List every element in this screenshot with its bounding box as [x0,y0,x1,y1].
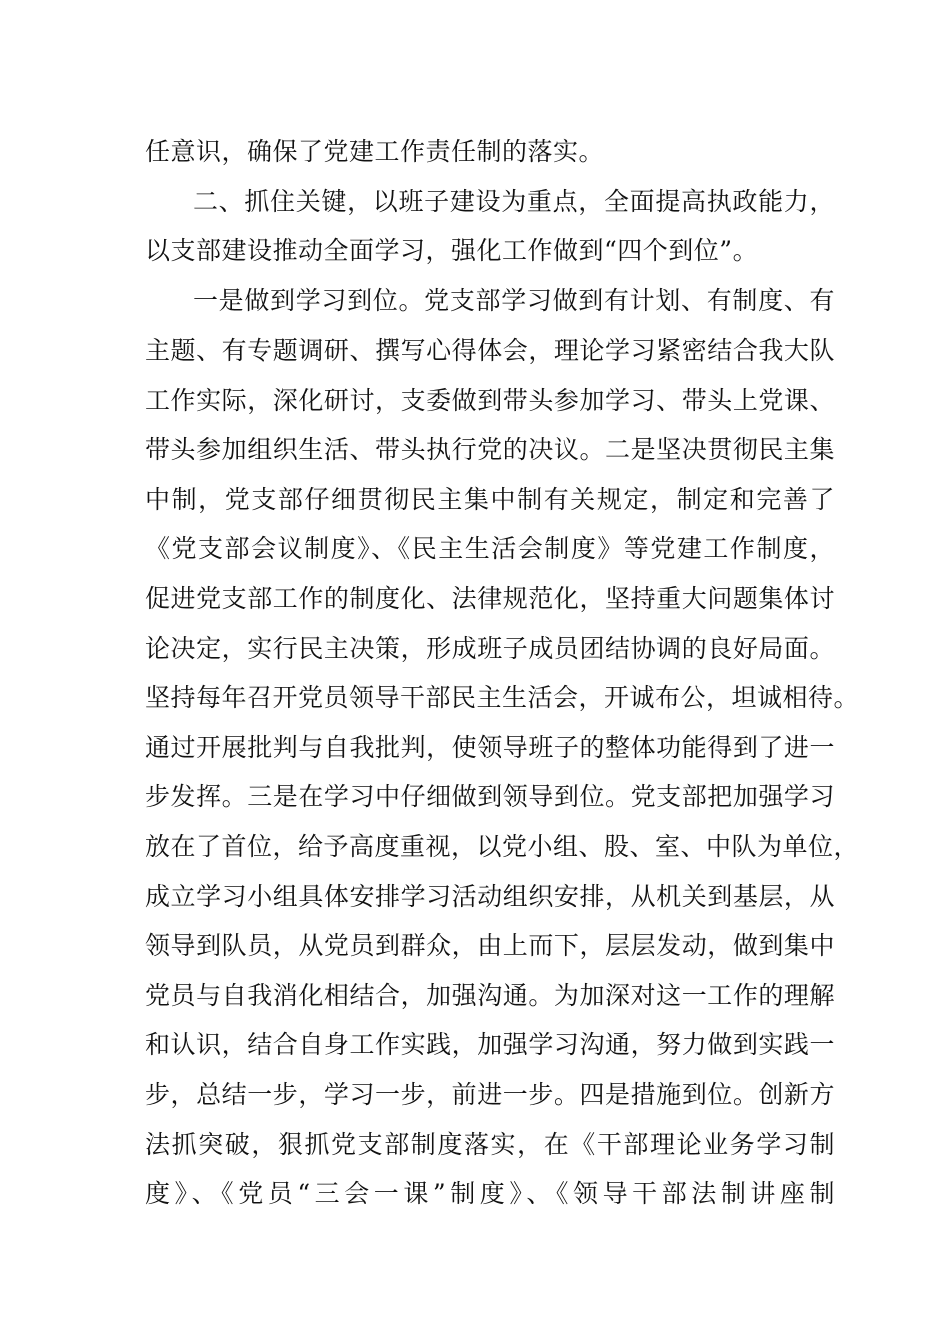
text-line-21: 法抓突破，狠抓党支部制度落实，在《干部理论业务学习制 [145,1130,835,1159]
text-line-20: 步，总结一步，学习一步，前进一步。四是措施到位。创新方 [145,1080,835,1109]
text-line-6: 工作实际，深化研讨，支委做到带头参加学习、带头上党课、 [145,386,835,415]
text-line-2: 二、抓住关键，以班子建设为重点，全面提高执政能力， [193,187,835,216]
text-line-18: 党员与自我消化相结合，加强沟通。为加深对这一工作的理解 [145,981,835,1010]
text-line-13: 通过开展批判与自我批判，使领导班子的整体功能得到了进一 [145,733,835,762]
text-line-19: 和认识，结合自身工作实践，加强学习沟通，努力做到实践一 [145,1030,835,1059]
text-line-9: 《党支部会议制度》、《民主生活会制度》等党建工作制度， [145,534,835,563]
text-line-1: 任意识，确保了党建工作责任制的落实。 [145,137,605,166]
text-line-7: 带头参加组织生活、带头执行党的决议。二是坚决贯彻民主集 [145,435,835,464]
text-line-17: 领导到队员，从党员到群众，由上而下，层层发动，做到集中 [145,931,835,960]
text-line-3: 以支部建设推动全面学习，强化工作做到“四个到位”。 [145,236,759,265]
text-line-16: 成立学习小组具体安排学习活动组织安排，从机关到基层，从 [145,882,835,911]
text-line-10: 促进党支部工作的制度化、法律规范化，坚持重大问题集体讨 [145,584,835,613]
text-line-8: 中制，党支部仔细贯彻民主集中制有关规定，制定和完善了 [145,485,835,514]
text-line-15: 放在了首位，给予高度重视，以党小组、股、室、中队为单位， [145,832,860,861]
text-line-22: 度》、《党员“三会一课”制度》、《领导干部法制讲座制 [145,1179,835,1208]
text-line-11: 论决定，实行民主决策，形成班子成员团结协调的良好局面。 [145,634,835,663]
text-line-12: 坚持每年召开党员领导干部民主生活会，开诚布公，坦诚相待。 [145,683,860,712]
text-line-4: 一是做到学习到位。党支部学习做到有计划、有制度、有 [193,286,835,315]
text-line-5: 主题、有专题调研、撰写心得体会，理论学习紧密结合我大队 [145,336,835,365]
text-line-14: 步发挥。三是在学习中仔细做到领导到位。党支部把加强学习 [145,782,835,811]
